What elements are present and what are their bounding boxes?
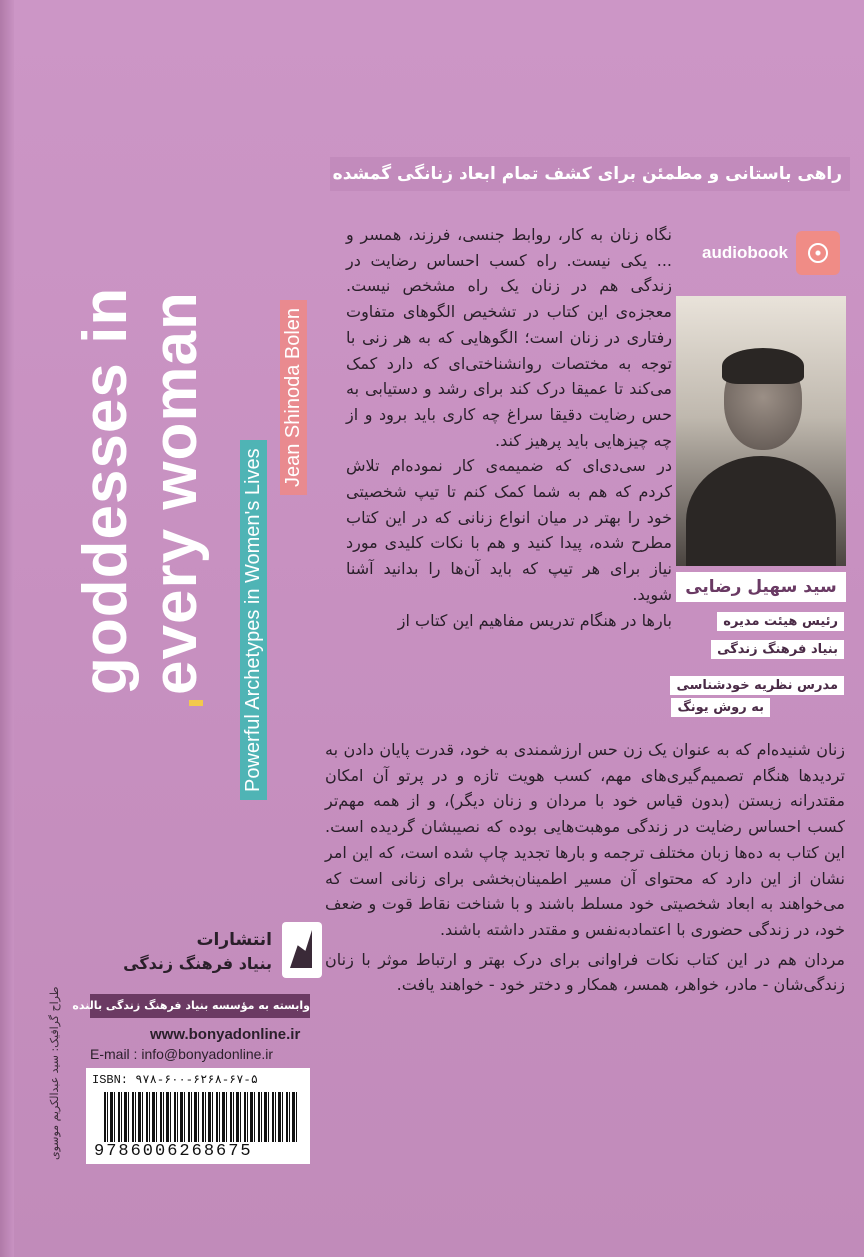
body-paragraph: در سی‌دی‌ای که ضمیمه‌ی کار نموده‌ام تلاش کردم که هم به شما کمک کنم تا تیپ شخصیتی خود را بهتر در میان انواع زنانی که در این کتاب مطرح شده، پیدا کنید و هم با نکات کلیدی مورد نیاز برای هر تیپ که باید آن‌ها را بدانید آشنا شوید.: [346, 456, 672, 604]
accent-bar: [189, 700, 203, 706]
publisher-website: www.bonyadonline.ir: [150, 1026, 301, 1043]
audiobook-label: audiobook: [702, 243, 788, 262]
audiobook-badge: [702, 225, 840, 281]
designer-credit: طراح گرافیک: سید عبدالکریم موسوی: [48, 986, 61, 1160]
body-column-2: [325, 737, 845, 998]
body-paragraph: مردان هم در این کتاب نکات فراوانی برای درک بهتر و ارتباط موثر با زنان زندگی‌شان - مادر، خواهر، همسر، همکار و دختر خود - خواهند یافت.: [325, 949, 845, 995]
publisher-affiliation: وابسته به مؤسسه بنیاد فرهنگ زندگی بالنده: [90, 994, 310, 1018]
tagline: راهی باستانی و مطمئن برای کشف تمام ابعاد زنانگی گمشده: [330, 157, 850, 191]
publisher-email: E-mail : info@bonyadonline.ir: [90, 1046, 274, 1062]
body-column-1: [346, 222, 672, 633]
subtitle: Powerful Archetypes in Women's Lives: [240, 440, 267, 800]
body-paragraph: نگاه زنان به کار، روابط جنسی، فرزند، همسر و ... یکی نیست. راه کسب احساس رضایت در زندگی هم در زنان یک راه مشخص نیست. معجزه‌ی این کتاب در تشخیص الگوهای متفاوت رفتاری در زنان است؛ الگوهایی که به هر زنی با توجه به مختصات روانشناختی‌ای که دارد کمک می‌کند تا عمیقا درک کند برای رشد و دستیابی به حس رضایت دقیقا سراغ چه کاری باید برود و از چه چیزهایی باید پرهیز کند.: [346, 225, 672, 450]
title-line-1: goddesses in: [71, 286, 140, 695]
isbn-label: ISBN: ۹۷۸-۶۰۰-۶۲۶۸-۶۷-۵: [92, 1073, 258, 1087]
narrator-role-3: مدرس نظریه خودشناسی: [670, 676, 844, 695]
portrait-hair: [722, 348, 804, 384]
narrator-role-4: به روش یونگ: [671, 698, 770, 717]
narrator-role-1: رئیس هیئت مدیره: [717, 612, 844, 631]
narrator-portrait: [676, 296, 846, 566]
narrator-name: سید سهیل رضایی: [676, 572, 846, 602]
barcode: [86, 1068, 310, 1164]
publisher-block: [102, 918, 322, 988]
portrait-body: [686, 456, 836, 566]
barcode-number: 9786006268675: [94, 1142, 253, 1161]
publisher-name-2: بنیاد فرهنگ زندگی: [123, 954, 272, 973]
author-name: Jean Shinoda Bolen: [280, 300, 307, 495]
cd-icon: [796, 231, 840, 275]
barcode-bars: [104, 1092, 300, 1142]
narrator-role-2: بنیاد فرهنگ زندگی: [711, 640, 844, 659]
vertical-title-block: [60, 95, 304, 792]
publisher-name-1: انتشارات: [196, 930, 272, 950]
cover-edge: [0, 0, 14, 1257]
publisher-logo: [282, 922, 322, 978]
body-paragraph: زنان شنیده‌ام که به عنوان یک زن حس ارزشمندی به خود، قدرت پایان دادن به تردیدها هنگام تصمیم‌گیری‌های مهم، کسب هویت تازه و در پرتو آن امکان مقتدرانه زیستن (بدون قیاس خود با مردان و زنان دیگر)، و از همه مهم‌تر کسب احساس رضایت در زندگی موهبت‌هایی بوده که نصیبشان گردیده است. این کتاب به ده‌ها زبان مختلف ترجمه و بارها تجدید چاپ شده است، که این امر نشان از این دارد که محتوای آن مسیر اطمینان‌بخشی برای زنانی است که می‌خواهند به ابعاد شخصیتی خود مسلط باشند و با شناخت نقاط قوت و ضعف خود، در زندگی حضوری با اعتمادبه‌نفس و مقتدر داشته باشند.: [325, 740, 845, 939]
body-paragraph: بارها در هنگام تدریس مفاهیم این کتاب از: [397, 610, 672, 630]
title-line-2: every woman: [141, 291, 210, 695]
